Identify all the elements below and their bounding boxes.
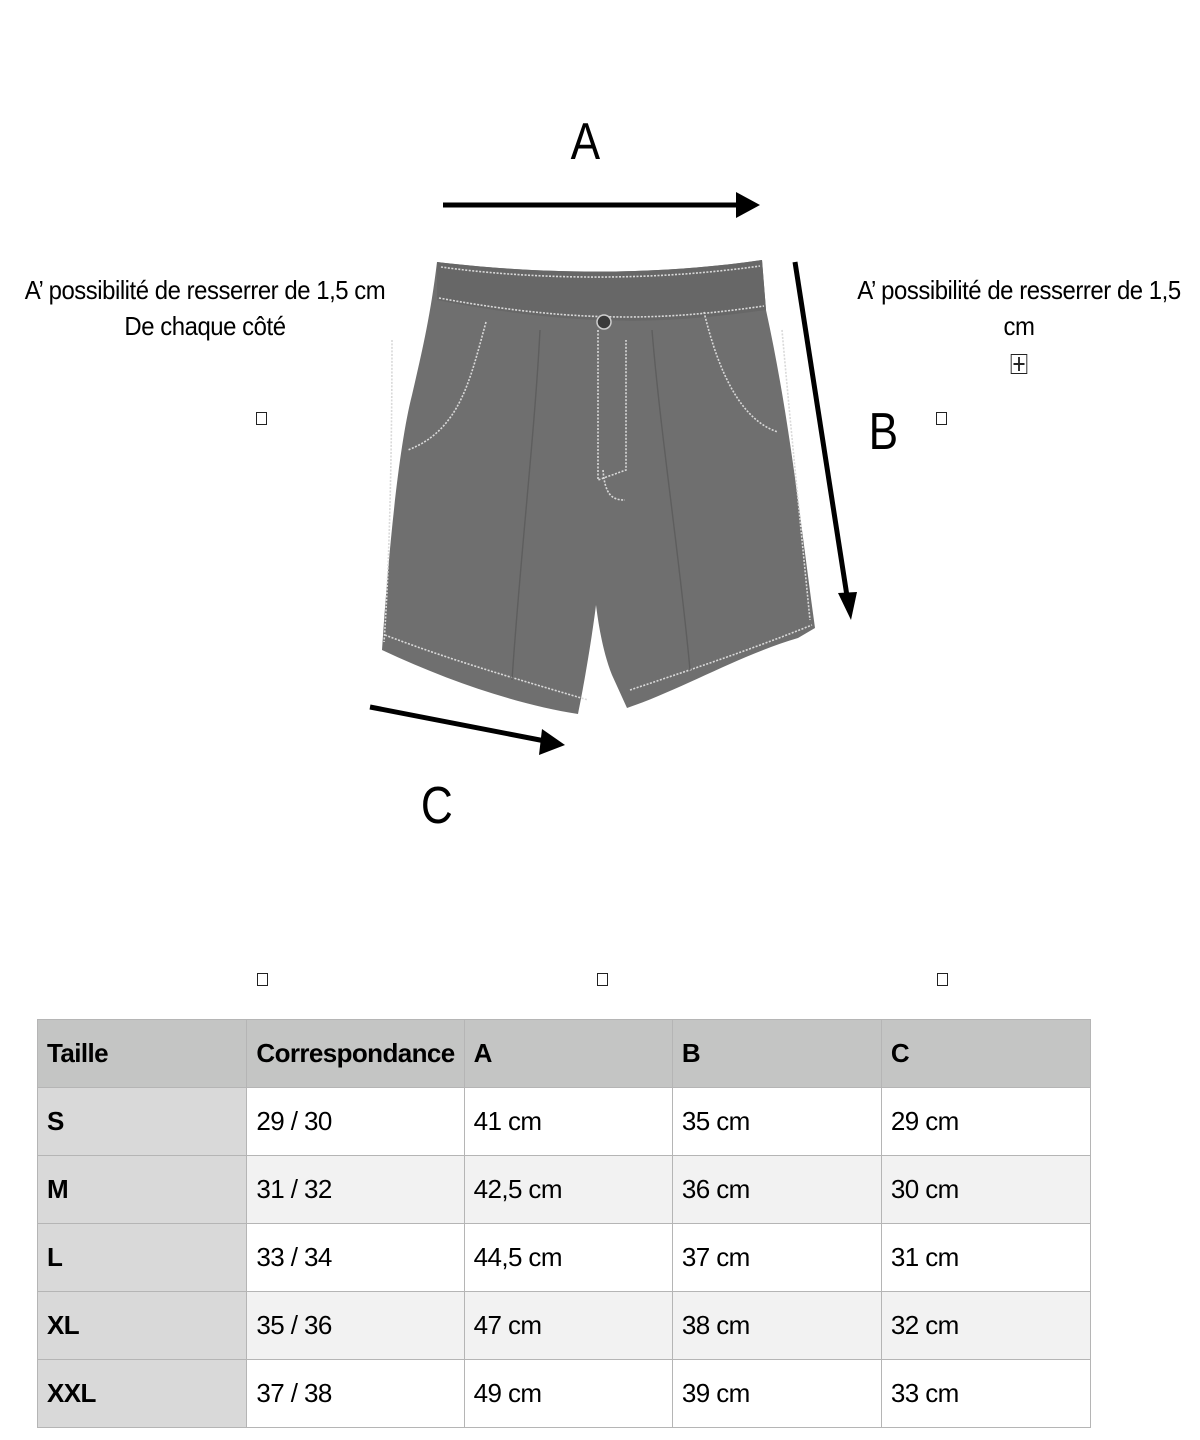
note-left: [16, 272, 393, 344]
arrow-a: [443, 192, 760, 218]
cell-size: L: [38, 1224, 247, 1292]
note-right-line1: A’ possibilité de resserrer de 1,5: [857, 275, 1181, 305]
cell-c: 32 cm: [881, 1292, 1090, 1360]
table-row: [38, 1088, 1091, 1156]
cell-a: 41 cm: [464, 1088, 672, 1156]
cell-b: 38 cm: [672, 1292, 881, 1360]
table-row: [38, 1360, 1091, 1428]
cell-size: M: [38, 1156, 247, 1224]
cell-a: 42,5 cm: [464, 1156, 672, 1224]
label-a: A: [570, 113, 601, 171]
note-left-line2: De chaque côté: [124, 311, 286, 341]
cell-correspondance: 35 / 36: [247, 1292, 464, 1360]
header-a: A: [464, 1020, 672, 1088]
size-table: [37, 1019, 1091, 1428]
label-b: B: [868, 403, 899, 461]
placeholder-box-icon: [256, 412, 267, 425]
header-b: B: [672, 1020, 881, 1088]
header-correspondance: Correspondance: [247, 1020, 464, 1088]
cell-b: 37 cm: [672, 1224, 881, 1292]
header-c: C: [881, 1020, 1090, 1088]
cell-correspondance: 33 / 34: [247, 1224, 464, 1292]
shorts-illustration: [382, 260, 815, 714]
cell-c: 33 cm: [881, 1360, 1090, 1428]
table-header-row: [38, 1020, 1091, 1088]
cell-b: 35 cm: [672, 1088, 881, 1156]
cell-size: XXL: [38, 1360, 247, 1428]
cell-correspondance: 29 / 30: [247, 1088, 464, 1156]
cell-size: S: [38, 1088, 247, 1156]
note-right-line2: cm: [1003, 311, 1035, 341]
placeholder-box-icon: [257, 973, 268, 986]
placeholder-box-icon: [936, 412, 947, 425]
cell-a: 47 cm: [464, 1292, 672, 1360]
cell-size: XL: [38, 1292, 247, 1360]
cell-b: 36 cm: [672, 1156, 881, 1224]
cell-a: 44,5 cm: [464, 1224, 672, 1292]
cell-c: 29 cm: [881, 1088, 1090, 1156]
placeholder-box-icon: [597, 973, 608, 986]
cell-c: 30 cm: [881, 1156, 1090, 1224]
note-right: [851, 272, 1188, 380]
expand-box-icon: [1011, 354, 1028, 374]
table-row: [38, 1224, 1091, 1292]
cell-correspondance: 37 / 38: [247, 1360, 464, 1428]
cell-c: 31 cm: [881, 1224, 1090, 1292]
cell-correspondance: 31 / 32: [247, 1156, 464, 1224]
cell-a: 49 cm: [464, 1360, 672, 1428]
note-left-line1: A’ possibilité de resserrer de 1,5 cm: [24, 275, 386, 305]
arrow-c: [370, 707, 565, 755]
table-row: [38, 1292, 1091, 1360]
placeholder-box-icon: [937, 973, 948, 986]
label-c: C: [420, 777, 453, 835]
cell-b: 39 cm: [672, 1360, 881, 1428]
header-taille: Taille: [38, 1020, 247, 1088]
table-row: [38, 1156, 1091, 1224]
